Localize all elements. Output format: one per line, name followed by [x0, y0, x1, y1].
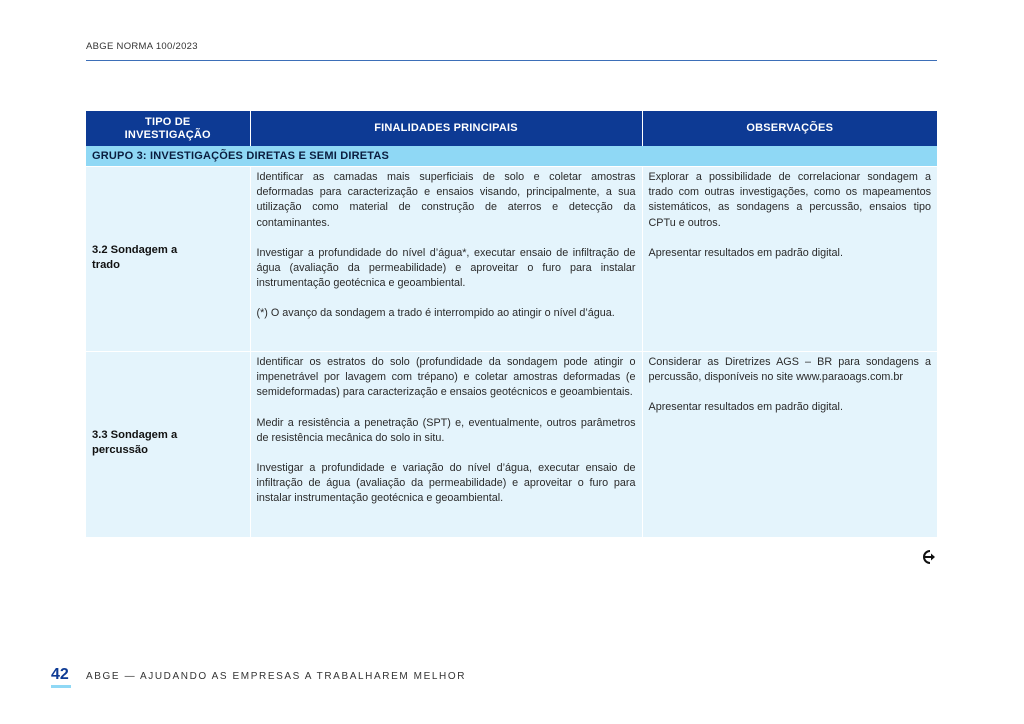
investigation-type — [86, 352, 250, 537]
investigation-type-label: 3.2 Sondagem a trado — [92, 244, 178, 271]
table-header-row — [86, 111, 937, 146]
purpose-text: Medir a resistência a penetração (SPT) e, eventualmente, outros parâmetros de resistência mecânica do solo in situ. — [256, 416, 636, 444]
column-header-observations: OBSERVAÇÕES — [642, 111, 937, 146]
table-row — [86, 167, 937, 352]
observation-text: Explorar a possibilidade de correlacionar sondagem a trado com outras investigações, como os mapeamentos sistemáticos, as sondagens a percussão, ensaios tipo CPTu e outros. — [648, 171, 931, 229]
observation-text: Considerar as Diretrizes AGS – BR para sondagens a percussão, disponíveis no site www.paraoags.com.br — [648, 356, 931, 384]
investigation-type-label: 3.3 Sondagem a percussão — [92, 429, 178, 457]
page-number-underline — [51, 685, 71, 688]
arrow-right-icon[interactable] — [921, 549, 937, 565]
purpose-text: Investigar a profundidade do nível d’água*, executar ensaio de infiltração de água (avaliação da permeabilidade) e aproveitar o furo para instalar instrumentação geotécnica e geoambiental. — [256, 246, 636, 290]
investigation-type — [86, 167, 250, 352]
group-row — [86, 146, 937, 167]
header-divider — [86, 60, 937, 61]
group-title: GRUPO 3: INVESTIGAÇÕES DIRETAS E SEMI DIRETAS — [86, 146, 937, 167]
table-row — [86, 352, 937, 537]
page-number: 42 — [51, 666, 69, 683]
purposes-cell — [250, 352, 642, 537]
purpose-text: Investigar a profundidade e variação do nível d’água, executar ensaio de infiltração de água (avaliação da permeabilidade) e aproveitar o furo para instalar instrumentação geotécnica e geoambiental. — [256, 462, 636, 505]
column-header-type: TIPO DE INVESTIGAÇÃO — [86, 111, 250, 146]
purpose-text: Identificar as camadas mais superficiais de solo e coletar amostras deformadas para caracterização e ensaios visando, principalmente, a sua utilização como material de construção de aterros e detecção da contaminantes. — [256, 171, 636, 229]
observations-cell — [642, 167, 937, 352]
observations-cell — [642, 352, 937, 537]
purpose-text: Identificar os estratos do solo (profundidade da sondagem pode atingir o impenetrável por lavagem com trépano) e coletar amostras deformadas (e semideformadas) para caracterização e ensaios geotécnicos e geoambientais. — [256, 356, 636, 399]
purpose-text: (*) O avanço da sondagem a trado é interrompido ao atingir o nível d’água. — [256, 307, 615, 320]
purposes-cell — [250, 167, 642, 352]
observation-text: Apresentar resultados em padrão digital. — [648, 246, 843, 259]
column-header-purposes: FINALIDADES PRINCIPAIS — [250, 111, 642, 146]
observation-text: Apresentar resultados em padrão digital. — [648, 401, 843, 414]
document-header-title: ABGE NORMA 100/2023 — [86, 41, 198, 52]
investigation-table — [86, 111, 937, 537]
footer-tagline: ABGE — AJUDANDO AS EMPRESAS A TRABALHAREM MELHOR — [86, 671, 467, 682]
